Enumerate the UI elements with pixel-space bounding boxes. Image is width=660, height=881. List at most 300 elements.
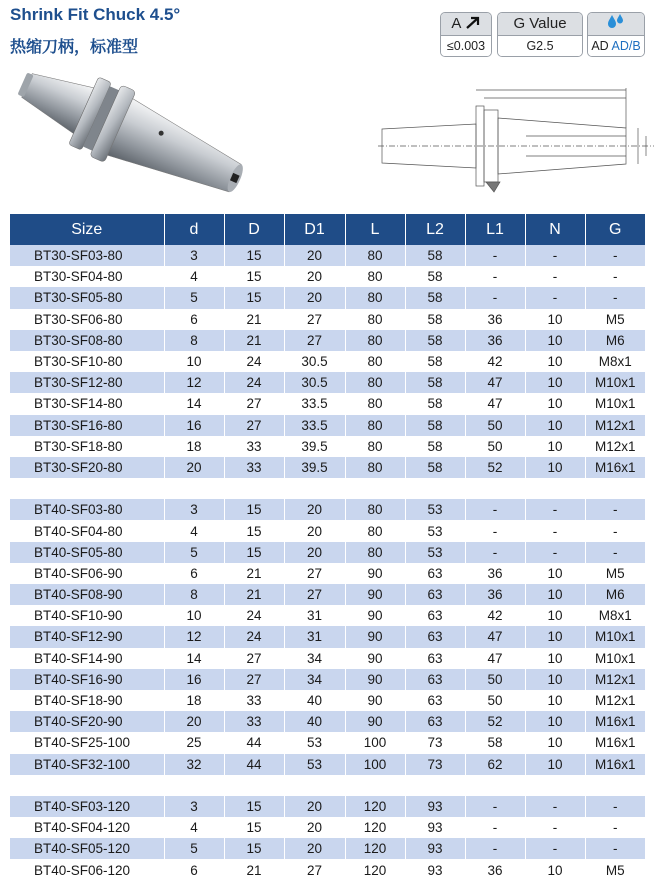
value-cell: 27	[284, 309, 345, 330]
value-cell: 93	[405, 859, 465, 880]
value-cell: M16x1	[585, 732, 645, 753]
table-row	[10, 626, 645, 647]
value-cell: 63	[405, 669, 465, 690]
value-cell: -	[465, 245, 525, 266]
value-cell: 20	[284, 266, 345, 287]
value-cell: 10	[525, 605, 585, 626]
value-cell: 47	[465, 372, 525, 393]
value-cell: 8	[164, 584, 224, 605]
value-cell: 53	[405, 520, 465, 541]
value-cell: 24	[224, 351, 284, 372]
value-cell: 5	[164, 287, 224, 308]
value-cell: 27	[224, 415, 284, 436]
value-cell: 80	[345, 542, 405, 563]
table-row	[10, 245, 645, 266]
value-cell: 120	[345, 817, 405, 838]
balance-spec-box	[497, 12, 583, 57]
runout-spec-box	[440, 12, 492, 57]
value-cell: 15	[224, 796, 284, 817]
value-cell: 42	[465, 351, 525, 372]
value-cell: 20	[284, 838, 345, 859]
size-cell: BT40-SF03-120	[10, 796, 164, 817]
value-cell: 90	[345, 626, 405, 647]
value-cell: 14	[164, 393, 224, 414]
size-cell: BT40-SF06-90	[10, 563, 164, 584]
size-cell: BT30-SF14-80	[10, 393, 164, 414]
coolant-drops-icon	[605, 13, 627, 31]
page-subtitle: 热缩刀柄，标准型	[10, 37, 139, 56]
value-cell: 58	[405, 415, 465, 436]
group-spacer	[10, 478, 645, 499]
value-cell: -	[525, 520, 585, 541]
value-cell: 10	[525, 393, 585, 414]
value-cell: 120	[345, 859, 405, 880]
value-cell: M6	[585, 330, 645, 351]
value-cell: 58	[405, 266, 465, 287]
table-row	[10, 563, 645, 584]
value-cell: -	[465, 796, 525, 817]
size-cell: BT30-SF16-80	[10, 415, 164, 436]
value-cell: 80	[345, 266, 405, 287]
value-cell: -	[585, 266, 645, 287]
value-cell: 10	[525, 711, 585, 732]
value-cell: 50	[465, 669, 525, 690]
value-cell: 93	[405, 796, 465, 817]
value-cell: 20	[164, 711, 224, 732]
value-cell: 12	[164, 372, 224, 393]
runout-label: A	[451, 15, 461, 32]
value-cell: 20	[284, 287, 345, 308]
value-cell: 15	[224, 287, 284, 308]
size-cell: BT40-SF20-90	[10, 711, 164, 732]
value-cell: 10	[525, 859, 585, 880]
value-cell: -	[465, 542, 525, 563]
column-header: L2	[405, 214, 465, 245]
value-cell: 90	[345, 605, 405, 626]
balance-label: G Value	[498, 13, 582, 35]
table-row	[10, 542, 645, 563]
value-cell: 15	[224, 838, 284, 859]
size-cell: BT30-SF08-80	[10, 330, 164, 351]
value-cell: 3	[164, 245, 224, 266]
value-cell: 10	[525, 584, 585, 605]
value-cell: 58	[405, 245, 465, 266]
size-cell: BT40-SF18-90	[10, 690, 164, 711]
value-cell: 32	[164, 754, 224, 775]
value-cell: 63	[405, 605, 465, 626]
value-cell: 50	[465, 690, 525, 711]
value-cell: M8x1	[585, 605, 645, 626]
value-cell: 8	[164, 330, 224, 351]
value-cell: 10	[525, 648, 585, 669]
value-cell: 10	[525, 754, 585, 775]
value-cell: 24	[224, 372, 284, 393]
value-cell: 63	[405, 563, 465, 584]
runout-value: ≤0.003	[441, 35, 491, 56]
value-cell: 4	[164, 520, 224, 541]
table-row	[10, 732, 645, 753]
value-cell: 4	[164, 266, 224, 287]
value-cell: -	[585, 499, 645, 520]
coolant-types: AD/B	[611, 39, 641, 53]
value-cell: -	[525, 796, 585, 817]
value-cell: 6	[164, 563, 224, 584]
value-cell: -	[525, 266, 585, 287]
value-cell: -	[465, 520, 525, 541]
value-cell: 10	[525, 690, 585, 711]
value-cell: 20	[284, 796, 345, 817]
table-row	[10, 330, 645, 351]
table-header-row	[10, 214, 645, 245]
value-cell: -	[585, 287, 645, 308]
value-cell: -	[465, 287, 525, 308]
value-cell: M5	[585, 859, 645, 880]
value-cell: M10x1	[585, 372, 645, 393]
value-cell: 10	[525, 309, 585, 330]
size-cell: BT40-SF10-90	[10, 605, 164, 626]
column-header: D	[224, 214, 284, 245]
value-cell: 20	[284, 499, 345, 520]
table-row	[10, 817, 645, 838]
column-header: d	[164, 214, 224, 245]
value-cell: 58	[405, 393, 465, 414]
value-cell: 44	[224, 732, 284, 753]
value-cell: 50	[465, 415, 525, 436]
value-cell: 42	[465, 605, 525, 626]
value-cell: 63	[405, 648, 465, 669]
table-row	[10, 648, 645, 669]
coolant-spec-header	[588, 13, 644, 35]
value-cell: 15	[224, 245, 284, 266]
value-cell: 10	[164, 605, 224, 626]
value-cell: 40	[284, 711, 345, 732]
column-header: Size	[10, 214, 164, 245]
size-cell: BT40-SF06-120	[10, 859, 164, 880]
value-cell: 30.5	[284, 372, 345, 393]
size-cell: BT40-SF04-120	[10, 817, 164, 838]
value-cell: 33	[224, 690, 284, 711]
value-cell: 12	[164, 626, 224, 647]
value-cell: 80	[345, 287, 405, 308]
value-cell: 58	[405, 309, 465, 330]
table-row	[10, 393, 645, 414]
value-cell: 44	[224, 754, 284, 775]
value-cell: 27	[284, 330, 345, 351]
value-cell: -	[525, 245, 585, 266]
value-cell: 6	[164, 859, 224, 880]
value-cell: 90	[345, 648, 405, 669]
value-cell: 10	[525, 330, 585, 351]
value-cell: 27	[284, 859, 345, 880]
table-row	[10, 351, 645, 372]
column-header: N	[525, 214, 585, 245]
value-cell: -	[525, 542, 585, 563]
value-cell: 47	[465, 648, 525, 669]
value-cell: 90	[345, 711, 405, 732]
value-cell: M6	[585, 584, 645, 605]
value-cell: M10x1	[585, 626, 645, 647]
size-cell: BT30-SF03-80	[10, 245, 164, 266]
value-cell: 93	[405, 838, 465, 859]
value-cell: 52	[465, 711, 525, 732]
value-cell: 36	[465, 584, 525, 605]
value-cell: 58	[405, 287, 465, 308]
size-cell: BT40-SF08-90	[10, 584, 164, 605]
value-cell: 80	[345, 520, 405, 541]
table-row	[10, 499, 645, 520]
value-cell: 90	[345, 563, 405, 584]
value-cell: M16x1	[585, 457, 645, 478]
value-cell: M12x1	[585, 690, 645, 711]
value-cell: 58	[405, 330, 465, 351]
value-cell: 63	[405, 690, 465, 711]
value-cell: 14	[164, 648, 224, 669]
size-cell: BT30-SF05-80	[10, 287, 164, 308]
value-cell: 16	[164, 415, 224, 436]
value-cell: 80	[345, 436, 405, 457]
value-cell: 53	[284, 754, 345, 775]
size-cell: BT40-SF32-100	[10, 754, 164, 775]
size-table	[10, 214, 645, 881]
page-title: Shrink Fit Chuck 4.5°	[10, 5, 181, 24]
value-cell: 20	[284, 817, 345, 838]
value-cell: 24	[224, 605, 284, 626]
size-cell: BT40-SF05-120	[10, 838, 164, 859]
value-cell: 21	[224, 584, 284, 605]
value-cell: 31	[284, 626, 345, 647]
value-cell: 80	[345, 499, 405, 520]
table-row	[10, 436, 645, 457]
value-cell: 40	[284, 690, 345, 711]
value-cell: 20	[284, 520, 345, 541]
value-cell: 80	[345, 457, 405, 478]
value-cell: 24	[224, 626, 284, 647]
value-cell: -	[585, 245, 645, 266]
value-cell: 20	[164, 457, 224, 478]
value-cell: M5	[585, 563, 645, 584]
size-cell: BT40-SF12-90	[10, 626, 164, 647]
runout-arrow-icon	[465, 16, 481, 30]
table-row	[10, 266, 645, 287]
value-cell: 80	[345, 245, 405, 266]
value-cell: -	[585, 520, 645, 541]
value-cell: 21	[224, 859, 284, 880]
value-cell: 47	[465, 626, 525, 647]
size-cell: BT30-SF18-80	[10, 436, 164, 457]
table-row	[10, 838, 645, 859]
value-cell: 80	[345, 351, 405, 372]
value-cell: 120	[345, 796, 405, 817]
value-cell: 47	[465, 393, 525, 414]
runout-spec-header	[441, 13, 491, 35]
column-header: G	[585, 214, 645, 245]
value-cell: -	[585, 796, 645, 817]
value-cell: 39.5	[284, 436, 345, 457]
value-cell: 63	[405, 584, 465, 605]
value-cell: 53	[405, 499, 465, 520]
value-cell: M12x1	[585, 436, 645, 457]
value-cell: 39.5	[284, 457, 345, 478]
value-cell: 73	[405, 732, 465, 753]
size-cell: BT30-SF20-80	[10, 457, 164, 478]
value-cell: 33	[224, 436, 284, 457]
value-cell: 27	[224, 669, 284, 690]
value-cell: 58	[405, 372, 465, 393]
table-row	[10, 669, 645, 690]
size-cell: BT30-SF10-80	[10, 351, 164, 372]
value-cell: 80	[345, 309, 405, 330]
size-cell: BT30-SF06-80	[10, 309, 164, 330]
value-cell: 90	[345, 690, 405, 711]
value-cell: 10	[525, 351, 585, 372]
value-cell: 80	[345, 415, 405, 436]
technical-drawing	[376, 84, 656, 204]
value-cell: 53	[405, 542, 465, 563]
coolant-prefix: AD	[591, 39, 609, 53]
value-cell: 18	[164, 690, 224, 711]
table-row	[10, 859, 645, 880]
value-cell: 30.5	[284, 351, 345, 372]
coolant-spec-box	[587, 12, 645, 57]
value-cell: 50	[465, 436, 525, 457]
value-cell: 36	[465, 859, 525, 880]
table-row	[10, 372, 645, 393]
value-cell: 10	[525, 415, 585, 436]
value-cell: 80	[345, 372, 405, 393]
value-cell: -	[585, 838, 645, 859]
table-row	[10, 711, 645, 732]
table-row	[10, 690, 645, 711]
group-spacer	[10, 775, 645, 796]
value-cell: 62	[465, 754, 525, 775]
table-row	[10, 415, 645, 436]
value-cell: -	[465, 266, 525, 287]
value-cell: -	[465, 838, 525, 859]
value-cell: -	[585, 542, 645, 563]
value-cell: M16x1	[585, 711, 645, 732]
value-cell: -	[525, 287, 585, 308]
table-row	[10, 754, 645, 775]
value-cell: -	[525, 817, 585, 838]
value-cell: 52	[465, 457, 525, 478]
table-row	[10, 605, 645, 626]
value-cell: 34	[284, 648, 345, 669]
value-cell: 34	[284, 669, 345, 690]
value-cell: 10	[525, 563, 585, 584]
column-header: D1	[284, 214, 345, 245]
value-cell: 93	[405, 817, 465, 838]
value-cell: 16	[164, 669, 224, 690]
value-cell: 3	[164, 499, 224, 520]
column-header: L1	[465, 214, 525, 245]
balance-value: G2.5	[498, 35, 582, 56]
size-cell: BT30-SF12-80	[10, 372, 164, 393]
value-cell: -	[525, 499, 585, 520]
value-cell: 63	[405, 626, 465, 647]
size-cell: BT40-SF14-90	[10, 648, 164, 669]
value-cell: 31	[284, 605, 345, 626]
value-cell: 53	[284, 732, 345, 753]
value-cell: 15	[224, 520, 284, 541]
value-cell: -	[465, 817, 525, 838]
value-cell: 33	[224, 457, 284, 478]
table-row	[10, 584, 645, 605]
value-cell: 25	[164, 732, 224, 753]
value-cell: 58	[405, 351, 465, 372]
value-cell: 15	[224, 499, 284, 520]
value-cell: M8x1	[585, 351, 645, 372]
value-cell: 10	[164, 351, 224, 372]
column-header: L	[345, 214, 405, 245]
table-row	[10, 796, 645, 817]
value-cell: 10	[525, 457, 585, 478]
size-cell: BT40-SF25-100	[10, 732, 164, 753]
value-cell: 120	[345, 838, 405, 859]
value-cell: 10	[525, 372, 585, 393]
value-cell: 21	[224, 563, 284, 584]
value-cell: 80	[345, 330, 405, 351]
value-cell: 80	[345, 393, 405, 414]
value-cell: 90	[345, 669, 405, 690]
value-cell: 58	[405, 457, 465, 478]
value-cell: M10x1	[585, 393, 645, 414]
value-cell: M12x1	[585, 669, 645, 690]
value-cell: 5	[164, 838, 224, 859]
value-cell: 18	[164, 436, 224, 457]
value-cell: 21	[224, 309, 284, 330]
value-cell: 90	[345, 584, 405, 605]
value-cell: 21	[224, 330, 284, 351]
value-cell: 58	[465, 732, 525, 753]
size-cell: BT40-SF03-80	[10, 499, 164, 520]
value-cell: 20	[284, 542, 345, 563]
size-cell: BT30-SF04-80	[10, 266, 164, 287]
value-cell: M12x1	[585, 415, 645, 436]
product-photo	[8, 62, 270, 210]
value-cell: 36	[465, 563, 525, 584]
value-cell: 33	[224, 711, 284, 732]
value-cell: 27	[224, 648, 284, 669]
value-cell: 3	[164, 796, 224, 817]
value-cell: -	[525, 838, 585, 859]
value-cell: 10	[525, 732, 585, 753]
value-cell: -	[585, 817, 645, 838]
table-row	[10, 309, 645, 330]
coolant-value	[588, 35, 644, 56]
value-cell: 100	[345, 732, 405, 753]
value-cell: 27	[284, 584, 345, 605]
value-cell: 100	[345, 754, 405, 775]
value-cell: 5	[164, 542, 224, 563]
value-cell: 73	[405, 754, 465, 775]
value-cell: M5	[585, 309, 645, 330]
value-cell: 15	[224, 817, 284, 838]
value-cell: -	[465, 499, 525, 520]
size-cell: BT40-SF05-80	[10, 542, 164, 563]
value-cell: 4	[164, 817, 224, 838]
value-cell: M16x1	[585, 754, 645, 775]
table-row	[10, 287, 645, 308]
value-cell: 10	[525, 669, 585, 690]
value-cell: 36	[465, 309, 525, 330]
value-cell: 6	[164, 309, 224, 330]
value-cell: 27	[284, 563, 345, 584]
value-cell: 10	[525, 436, 585, 457]
value-cell: 63	[405, 711, 465, 732]
value-cell: 58	[405, 436, 465, 457]
value-cell: 15	[224, 266, 284, 287]
size-cell: BT40-SF16-90	[10, 669, 164, 690]
